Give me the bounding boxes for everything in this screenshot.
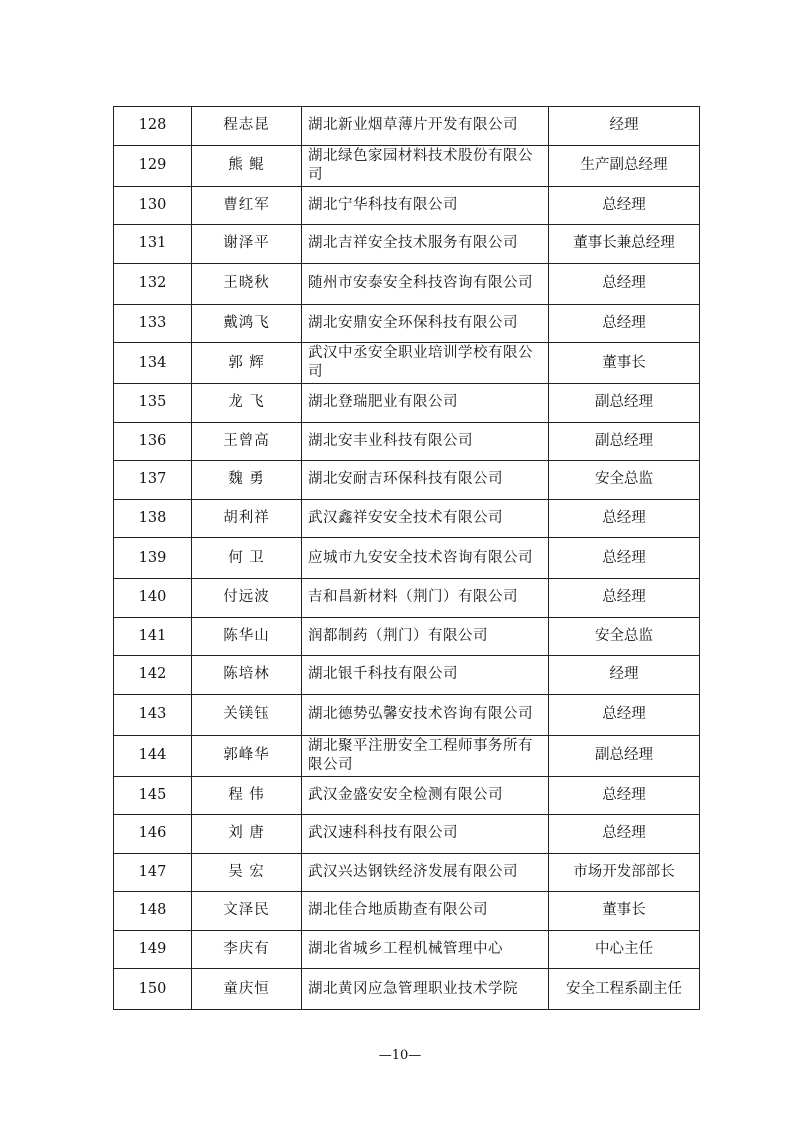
organization-name: 湖北新业烟草薄片开发有限公司 — [302, 107, 549, 146]
person-name: 王曾高 — [192, 422, 302, 461]
row-number: 143 — [114, 694, 192, 735]
organization-name: 吉和昌新材料（荆门）有限公司 — [302, 579, 549, 618]
job-title: 总经理 — [549, 694, 700, 735]
person-name: 童庆恒 — [192, 969, 302, 1010]
table-row — [114, 853, 700, 892]
row-number: 138 — [114, 499, 192, 538]
table-row — [114, 617, 700, 656]
roster-table — [113, 106, 700, 1010]
job-title: 副总经理 — [549, 422, 700, 461]
organization-name: 湖北绿色家园材料技术股份有限公司 — [302, 145, 549, 186]
person-name: 曹红军 — [192, 186, 302, 225]
organization-name: 湖北安鼎安全环保科技有限公司 — [302, 304, 549, 343]
person-name: 陈华山 — [192, 617, 302, 656]
job-title: 市场开发部部长 — [549, 853, 700, 892]
table-row — [114, 776, 700, 815]
table-row — [114, 384, 700, 423]
row-number: 150 — [114, 969, 192, 1010]
job-title: 副总经理 — [549, 735, 700, 776]
row-number: 128 — [114, 107, 192, 146]
organization-name: 武汉金盛安安全检测有限公司 — [302, 776, 549, 815]
table-row — [114, 538, 700, 579]
row-number: 135 — [114, 384, 192, 423]
organization-name: 应城市九安安全技术咨询有限公司 — [302, 538, 549, 579]
person-name: 王晓秋 — [192, 263, 302, 304]
job-title: 董事长 — [549, 892, 700, 931]
person-name: 何 卫 — [192, 538, 302, 579]
person-name: 谢泽平 — [192, 225, 302, 264]
organization-name: 武汉兴达钢铁经济发展有限公司 — [302, 853, 549, 892]
row-number: 146 — [114, 815, 192, 854]
row-number: 144 — [114, 735, 192, 776]
table-row — [114, 186, 700, 225]
row-number: 142 — [114, 656, 192, 695]
person-name: 付远波 — [192, 579, 302, 618]
table-row — [114, 263, 700, 304]
row-number: 147 — [114, 853, 192, 892]
page-number: —10— — [378, 1048, 422, 1063]
organization-name: 湖北银千科技有限公司 — [302, 656, 549, 695]
person-name: 程 伟 — [192, 776, 302, 815]
job-title: 总经理 — [549, 776, 700, 815]
table-row — [114, 930, 700, 969]
job-title: 董事长兼总经理 — [549, 225, 700, 264]
person-name: 文泽民 — [192, 892, 302, 931]
job-title: 董事长 — [549, 343, 700, 384]
row-number: 139 — [114, 538, 192, 579]
table-row — [114, 499, 700, 538]
row-number: 140 — [114, 579, 192, 618]
table-row — [114, 735, 700, 776]
row-number: 141 — [114, 617, 192, 656]
table-row — [114, 145, 700, 186]
row-number: 136 — [114, 422, 192, 461]
organization-name: 湖北黄冈应急管理职业技术学院 — [302, 969, 549, 1010]
table-row — [114, 694, 700, 735]
job-title: 总经理 — [549, 815, 700, 854]
job-title: 总经理 — [549, 579, 700, 618]
job-title: 总经理 — [549, 538, 700, 579]
job-title: 生产副总经理 — [549, 145, 700, 186]
job-title: 安全总监 — [549, 617, 700, 656]
person-name: 程志昆 — [192, 107, 302, 146]
person-name: 郭峰华 — [192, 735, 302, 776]
organization-name: 湖北吉祥安全技术服务有限公司 — [302, 225, 549, 264]
job-title: 总经理 — [549, 186, 700, 225]
organization-name: 随州市安泰安全科技咨询有限公司 — [302, 263, 549, 304]
job-title: 安全工程系副主任 — [549, 969, 700, 1010]
table-row — [114, 892, 700, 931]
table-row — [114, 579, 700, 618]
person-name: 龙 飞 — [192, 384, 302, 423]
organization-name: 湖北佳合地质勘查有限公司 — [302, 892, 549, 931]
row-number: 133 — [114, 304, 192, 343]
organization-name: 武汉速科科技有限公司 — [302, 815, 549, 854]
organization-name: 湖北德势弘馨安技术咨询有限公司 — [302, 694, 549, 735]
organization-name: 湖北安耐吉环保科技有限公司 — [302, 461, 549, 500]
job-title: 经理 — [549, 107, 700, 146]
job-title: 安全总监 — [549, 461, 700, 500]
table-row — [114, 969, 700, 1010]
organization-name: 湖北安丰业科技有限公司 — [302, 422, 549, 461]
person-name: 陈培林 — [192, 656, 302, 695]
table-row — [114, 225, 700, 264]
person-name: 戴鸿飞 — [192, 304, 302, 343]
roster-body — [114, 107, 700, 1010]
person-name: 吴 宏 — [192, 853, 302, 892]
row-number: 145 — [114, 776, 192, 815]
person-name: 熊 鲲 — [192, 145, 302, 186]
row-number: 129 — [114, 145, 192, 186]
organization-name: 湖北登瑞肥业有限公司 — [302, 384, 549, 423]
job-title: 总经理 — [549, 263, 700, 304]
job-title: 中心主任 — [549, 930, 700, 969]
row-number: 148 — [114, 892, 192, 931]
organization-name: 湖北聚平注册安全工程师事务所有限公司 — [302, 735, 549, 776]
table-row — [114, 107, 700, 146]
row-number: 149 — [114, 930, 192, 969]
person-name: 关镁钰 — [192, 694, 302, 735]
job-title: 副总经理 — [549, 384, 700, 423]
job-title: 总经理 — [549, 304, 700, 343]
table-row — [114, 461, 700, 500]
row-number: 131 — [114, 225, 192, 264]
row-number: 130 — [114, 186, 192, 225]
job-title: 总经理 — [549, 499, 700, 538]
row-number: 137 — [114, 461, 192, 500]
organization-name: 武汉鑫祥安安全技术有限公司 — [302, 499, 549, 538]
organization-name: 湖北宁华科技有限公司 — [302, 186, 549, 225]
person-name: 刘 唐 — [192, 815, 302, 854]
person-name: 魏 勇 — [192, 461, 302, 500]
person-name: 李庆有 — [192, 930, 302, 969]
person-name: 胡利祥 — [192, 499, 302, 538]
job-title: 经理 — [549, 656, 700, 695]
person-name: 郭 辉 — [192, 343, 302, 384]
table-row — [114, 815, 700, 854]
row-number: 132 — [114, 263, 192, 304]
table-row — [114, 422, 700, 461]
table-row — [114, 343, 700, 384]
table-row — [114, 304, 700, 343]
organization-name: 湖北省城乡工程机械管理中心 — [302, 930, 549, 969]
row-number: 134 — [114, 343, 192, 384]
organization-name: 润都制药（荆门）有限公司 — [302, 617, 549, 656]
table-row — [114, 656, 700, 695]
organization-name: 武汉中丞安全职业培训学校有限公司 — [302, 343, 549, 384]
